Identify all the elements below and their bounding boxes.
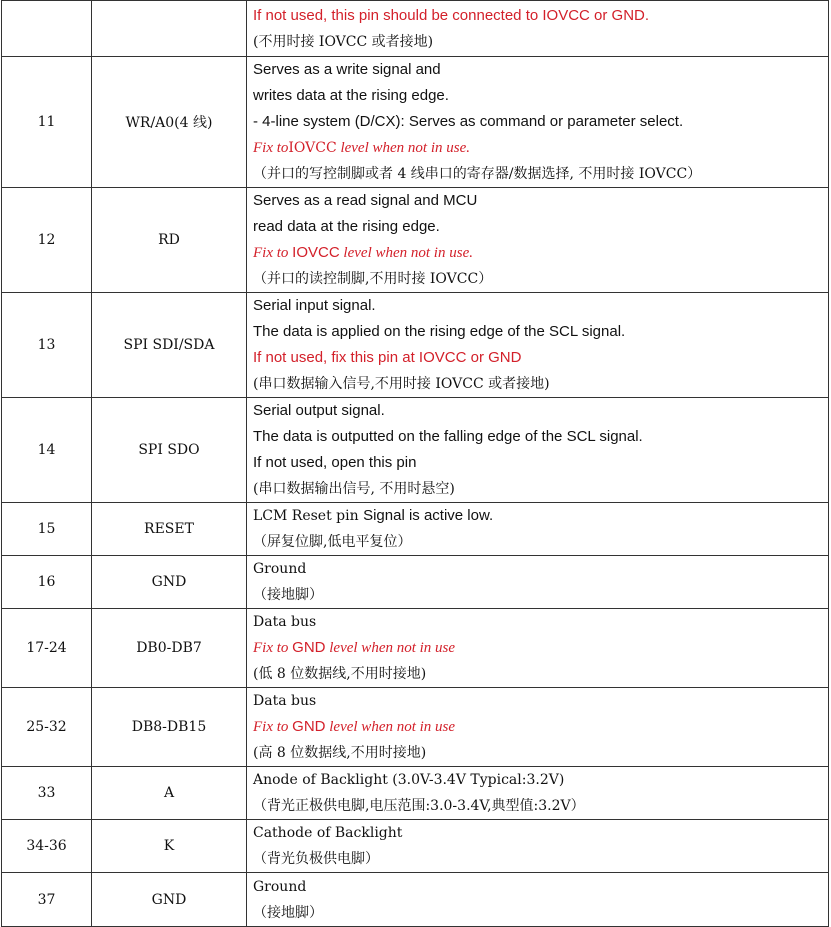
description-line: - 4-line system (D/CX): Serves as command or parameter select. bbox=[253, 113, 684, 130]
pin-number-cell: 37 bbox=[2, 873, 92, 927]
description-line: (不用时接 IOVCC 或者接地) bbox=[253, 33, 434, 50]
pin-description-cell bbox=[247, 293, 829, 398]
description-line: If not used, this pin should be connected to IOVCC or GND. bbox=[253, 6, 650, 24]
description-line: Data bus bbox=[253, 614, 317, 630]
pin-name-cell: DB0-DB7 bbox=[92, 609, 247, 688]
description-text-segment: Fix to bbox=[253, 719, 293, 735]
description-line: Ground bbox=[253, 561, 307, 577]
description-line: The data is applied on the rising edge of the SCL signal. bbox=[253, 323, 626, 340]
description-text-segment: level when not in use bbox=[325, 719, 456, 735]
description-line: Anode of Backlight (3.0V-3.4V Typical:3.2V) bbox=[253, 772, 565, 788]
description-text-segment: Fix to bbox=[253, 640, 293, 656]
pin-number-cell: 16 bbox=[2, 556, 92, 609]
pin-name-cell: SPI SDI/SDA bbox=[92, 293, 247, 398]
description-line bbox=[253, 635, 828, 661]
pin-name-cell: WR/A0(4 线) bbox=[92, 57, 247, 188]
table-row bbox=[2, 57, 829, 188]
pin-number-cell: 14 bbox=[2, 398, 92, 503]
description-line: Data bus bbox=[253, 693, 317, 709]
table-row bbox=[2, 188, 829, 293]
table-row bbox=[2, 873, 829, 927]
pin-description-cell bbox=[247, 609, 829, 688]
description-line: read data at the rising edge. bbox=[253, 218, 440, 235]
description-line: (高 8 位数据线,不用时接地) bbox=[253, 745, 427, 761]
pin-table-body bbox=[2, 1, 829, 927]
pin-name-cell bbox=[92, 1, 247, 57]
description-line bbox=[253, 240, 828, 266]
description-text-segment: Fix to bbox=[253, 140, 289, 156]
pin-description-cell bbox=[247, 1, 829, 57]
description-line: （接地脚） bbox=[253, 587, 323, 603]
pin-description-cell bbox=[247, 188, 829, 293]
description-line: （并口的读控制脚,不用时接 IOVCC） bbox=[253, 271, 493, 287]
pin-description-cell bbox=[247, 873, 829, 927]
description-text-segment: level when not in use. bbox=[339, 245, 473, 261]
description-line: If not used, open this pin bbox=[253, 454, 417, 471]
pin-description-cell bbox=[247, 556, 829, 609]
pin-number-cell: 33 bbox=[2, 767, 92, 820]
pin-name-cell: A bbox=[92, 767, 247, 820]
description-line: Serial input signal. bbox=[253, 297, 376, 314]
pin-number-cell: 13 bbox=[2, 293, 92, 398]
description-line: (低 8 位数据线,不用时接地) bbox=[253, 666, 427, 682]
pin-name-cell: DB8-DB15 bbox=[92, 688, 247, 767]
description-line: The data is outputted on the falling edge of the SCL signal. bbox=[253, 428, 643, 445]
description-line: Serves as a write signal and bbox=[253, 61, 441, 78]
description-line: （背光负极供电脚） bbox=[253, 851, 379, 867]
table-row bbox=[2, 688, 829, 767]
description-line bbox=[253, 503, 828, 529]
description-text-segment: GND bbox=[292, 718, 326, 735]
description-text-segment: level when not in use. bbox=[336, 140, 471, 156]
table-row bbox=[2, 609, 829, 688]
description-line bbox=[253, 135, 828, 161]
pin-description-cell bbox=[247, 767, 829, 820]
pin-number-cell: 15 bbox=[2, 503, 92, 556]
description-line: If not used, fix this pin at IOVCC or GND bbox=[253, 349, 522, 366]
description-text-segment: Signal is active low. bbox=[363, 507, 494, 524]
description-line: （屏复位脚,低电平复位） bbox=[253, 534, 412, 550]
pin-name-cell: GND bbox=[92, 873, 247, 927]
description-text-segment: level when not in use bbox=[325, 640, 456, 656]
description-line bbox=[253, 714, 828, 740]
pin-number-cell: 17-24 bbox=[2, 609, 92, 688]
pin-description-cell bbox=[247, 820, 829, 873]
description-line: Serial output signal. bbox=[253, 402, 385, 419]
description-line: （并口的写控制脚或者 4 线串口的寄存器/数据选择, 不用时接 IOVCC） bbox=[253, 166, 702, 182]
description-line: Ground bbox=[253, 878, 307, 895]
description-text-segment: IOVCC bbox=[288, 140, 337, 156]
table-row bbox=[2, 767, 829, 820]
pin-number-cell: 25-32 bbox=[2, 688, 92, 767]
pin-name-cell: SPI SDO bbox=[92, 398, 247, 503]
pin-number-cell: 34-36 bbox=[2, 820, 92, 873]
description-text-segment: GND bbox=[292, 639, 326, 656]
description-line: writes data at the rising edge. bbox=[253, 87, 449, 104]
pin-description-cell bbox=[247, 57, 829, 188]
pin-description-cell bbox=[247, 503, 829, 556]
description-text-segment: IOVCC bbox=[292, 244, 340, 261]
pin-name-cell: K bbox=[92, 820, 247, 873]
description-line: (串口数据输出信号, 不用时悬空) bbox=[253, 481, 455, 497]
table-row bbox=[2, 293, 829, 398]
table-row bbox=[2, 820, 829, 873]
pin-number-cell: 12 bbox=[2, 188, 92, 293]
table-row bbox=[2, 503, 829, 556]
pin-number-cell bbox=[2, 1, 92, 57]
description-text-segment: LCM Reset pin bbox=[253, 508, 364, 524]
description-text-segment: Fix to bbox=[253, 245, 293, 261]
description-line: Cathode of Backlight bbox=[253, 825, 403, 841]
pin-name-cell: RESET bbox=[92, 503, 247, 556]
pin-definition-table bbox=[1, 0, 829, 927]
description-line: (串口数据输入信号,不用时接 IOVCC 或者接地) bbox=[253, 376, 550, 392]
description-line: （接地脚） bbox=[253, 904, 323, 921]
table-row bbox=[2, 556, 829, 609]
table-row bbox=[2, 398, 829, 503]
description-line: Serves as a read signal and MCU bbox=[253, 192, 478, 209]
pin-name-cell: RD bbox=[92, 188, 247, 293]
pin-description-cell bbox=[247, 398, 829, 503]
pin-name-cell: GND bbox=[92, 556, 247, 609]
pin-number-cell: 11 bbox=[2, 57, 92, 188]
table-row bbox=[2, 1, 829, 57]
description-line: （背光正极供电脚,电压范围:3.0-3.4V,典型值:3.2V） bbox=[253, 798, 585, 814]
pin-description-cell bbox=[247, 688, 829, 767]
